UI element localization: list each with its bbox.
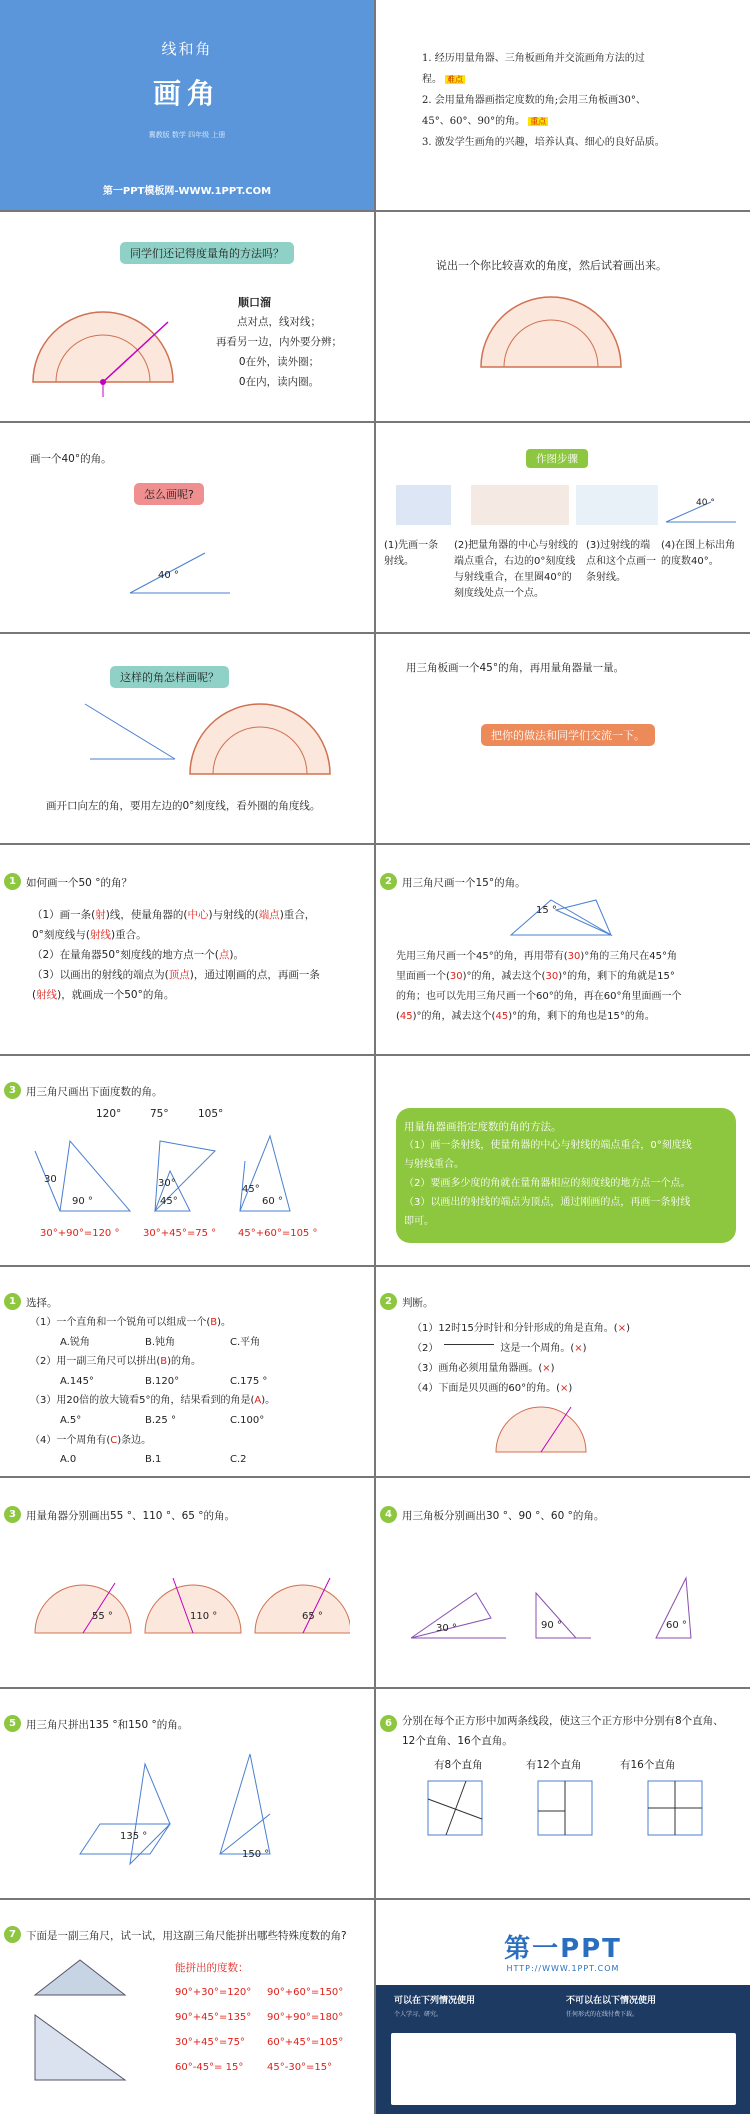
text: （2）用一副三角尺可以拼出( bbox=[30, 1356, 161, 1368]
text: （1）画一条( bbox=[32, 909, 96, 921]
choice-slide bbox=[0, 1267, 374, 1476]
square-label: 有8个直角 bbox=[434, 1759, 483, 1771]
question-number: 7 bbox=[4, 1926, 21, 1943]
triangle-set-image bbox=[25, 1955, 135, 2085]
cover-subtitle: 线和角 bbox=[161, 40, 213, 58]
question-text: 用三角尺画一个15°的角。 bbox=[402, 877, 526, 889]
text: )，就画成一个50°的角。 bbox=[57, 989, 175, 1001]
triangle-angles-slide bbox=[0, 1056, 374, 1265]
option: B.钝角 bbox=[145, 1336, 176, 1348]
angle-label: 45° bbox=[242, 1184, 260, 1195]
option: B.120° bbox=[145, 1375, 180, 1387]
degree-label: 120° bbox=[96, 1108, 122, 1120]
rhyme-line: 0在外，读外圈； bbox=[238, 356, 320, 368]
text: （2）在量角器50°刻度线的地方点一个( bbox=[32, 949, 219, 961]
answer: B bbox=[160, 1356, 168, 1368]
angle-label: 30° bbox=[158, 1178, 176, 1189]
text: 这是一个周角。( bbox=[500, 1343, 575, 1354]
method-summary-slide bbox=[376, 1056, 750, 1265]
goal-2b: 45°、60°、90°的角。 bbox=[422, 116, 526, 127]
text: )°角的三角尺在45°角 bbox=[580, 951, 678, 962]
square-label: 有12个直角 bbox=[526, 1759, 582, 1771]
draw-with-triangle-slide bbox=[376, 1478, 750, 1687]
draw-40-slide bbox=[0, 423, 374, 632]
exercise-50-slide bbox=[0, 845, 374, 1054]
square-diagrams bbox=[426, 1779, 726, 1839]
angle-label: 90 ° bbox=[541, 1620, 562, 1631]
summary-line: 与射线重合。 bbox=[404, 1159, 464, 1170]
summary-box bbox=[396, 1108, 736, 1243]
text: )。 bbox=[261, 1395, 276, 1407]
option: C.175 ° bbox=[230, 1375, 268, 1387]
text: 里面画一个( bbox=[396, 971, 450, 982]
key-tag: 重点 bbox=[530, 117, 547, 126]
combination: 60°+45°=105° bbox=[267, 2037, 344, 2048]
angle-label: 150 ° bbox=[242, 1849, 270, 1860]
combination: 30°+45°=75° bbox=[175, 2037, 245, 2048]
text: )。 bbox=[229, 949, 244, 961]
task-text: 画一个40°的角。 bbox=[30, 453, 112, 465]
cannot-use-title: 不可以在以下情况使用 bbox=[566, 1996, 657, 2006]
question-bubble: 怎么画呢? bbox=[134, 483, 204, 505]
option: A.145° bbox=[60, 1375, 94, 1387]
question-text: 选择。 bbox=[26, 1297, 58, 1309]
can-use-note: 个人学习、研究。 bbox=[394, 2011, 443, 2018]
combination: 60°-45°= 15° bbox=[175, 2062, 244, 2073]
degree-label: 105° bbox=[198, 1108, 224, 1120]
text: ( bbox=[396, 1011, 400, 1022]
step-3: (3)过射线的端点和这个点画一条射线。 bbox=[586, 540, 656, 583]
text: )，通过刚画的点，再画一条 bbox=[189, 969, 320, 981]
instruction-text: 说出一个你比较喜欢的角度，然后试着画出来。 bbox=[436, 259, 667, 272]
question-number: 4 bbox=[380, 1506, 397, 1523]
answer: × bbox=[560, 1383, 569, 1394]
answer: 30 bbox=[449, 971, 463, 982]
footer-panel bbox=[376, 1985, 750, 2114]
text: )°的角，减去这个( bbox=[412, 1011, 496, 1022]
summary-line: 即可。 bbox=[404, 1216, 434, 1227]
text: （4）一个周角有( bbox=[30, 1434, 111, 1446]
summary-title: 用量角器画指定度数的角的方法。 bbox=[404, 1121, 562, 1133]
text: ) bbox=[626, 1323, 631, 1334]
text: )条边。 bbox=[117, 1434, 152, 1446]
angle-label: 110 ° bbox=[190, 1611, 218, 1622]
protractor-diagram bbox=[491, 1402, 591, 1462]
angle-label: 90 ° bbox=[72, 1196, 93, 1207]
cover-site: 第一PPT模板网-WWW.1PPT.COM bbox=[102, 186, 272, 197]
answer: × bbox=[542, 1363, 551, 1374]
combine-angles-slide bbox=[0, 1689, 374, 1898]
step-1-image bbox=[396, 485, 451, 525]
cover-slide bbox=[0, 0, 374, 210]
question-text: 分别在每个正方形中加两条线段，使这三个正方形中分别有8个直角、 bbox=[402, 1715, 724, 1727]
question-number: 3 bbox=[4, 1506, 21, 1523]
angle-label: 135 ° bbox=[120, 1831, 148, 1842]
answer: 点 bbox=[218, 949, 230, 961]
angle-label: 30 bbox=[44, 1174, 57, 1185]
text: )°的角，剩下的角也是15°的角。 bbox=[508, 1011, 655, 1022]
summary-line: （2）要画多少度的角就在量角器相应的刻度线的地方点一个点。 bbox=[404, 1178, 691, 1189]
answer: 射线 bbox=[90, 929, 112, 941]
text: )°的角，剩下的角就是15° bbox=[558, 971, 675, 982]
rhyme-line: 点对点，线对线； bbox=[237, 316, 321, 328]
goal-1b: 程。 bbox=[422, 74, 442, 85]
text: （4）下面是贝贝画的60°的角。( bbox=[412, 1383, 560, 1394]
cover-title: 画角 bbox=[152, 77, 221, 110]
text: ) bbox=[582, 1343, 587, 1354]
step-2: (2)把量角器的中心与射线的端点重合，右边的0°刻度线与射线重合，在里圈40°的刻度线处点一个点。 bbox=[454, 540, 579, 599]
text: )重合， bbox=[279, 909, 316, 921]
angle-label: 60 ° bbox=[666, 1620, 687, 1631]
option: A.0 bbox=[60, 1454, 77, 1466]
combination: 90°+45°=135° bbox=[175, 2012, 252, 2023]
angle-label: 65 ° bbox=[302, 1611, 323, 1622]
option: B.25 ° bbox=[145, 1414, 176, 1426]
question-text: 下面是一副三角尺，试一试，用这副三角尺能拼出哪些特殊度数的角? bbox=[26, 1930, 347, 1942]
text: 0°刻度线与( bbox=[32, 929, 91, 941]
rhyme-line: 0在内，读内圈。 bbox=[238, 376, 320, 388]
step-2-image bbox=[471, 485, 569, 525]
answer: × bbox=[617, 1323, 627, 1334]
angle-label: 55 ° bbox=[92, 1611, 113, 1622]
answer: × bbox=[574, 1343, 583, 1354]
goal-3: 3. 激发学生画角的兴趣，培养认真、细心的良好品质。 bbox=[422, 137, 665, 148]
degree-label: 75° bbox=[150, 1108, 169, 1120]
question-text: 用量角器分别画出55 °、110 °、65 °的角。 bbox=[26, 1510, 236, 1522]
angle-label: 30 ° bbox=[436, 1623, 457, 1634]
discuss-bubble: 把你的做法和同学们交流一下。 bbox=[481, 724, 655, 746]
footer-slide bbox=[376, 1900, 750, 2114]
footer-logo: 第一PPT bbox=[504, 1934, 622, 1964]
answer: C bbox=[110, 1434, 118, 1446]
text: )。 bbox=[217, 1317, 232, 1328]
angle-diagram bbox=[80, 694, 180, 764]
question-text: 用三角尺拼出135 °和150 °的角。 bbox=[26, 1719, 189, 1731]
text: 的角；也可以先用三角尺画一个60°的角，再在60°角里面画一个 bbox=[396, 991, 682, 1002]
text: )线，使量角器的( bbox=[105, 909, 188, 921]
combination: 90°+60°=150° bbox=[267, 1987, 344, 1998]
answer: 顶点 bbox=[168, 969, 190, 981]
question-text: 用三角板分别画出30 °、90 °、60 °的角。 bbox=[402, 1510, 605, 1522]
can-use-title: 可以在下列情况使用 bbox=[394, 1996, 476, 2006]
summary-line: （3）以画出的射线的端点为顶点，通过刚画的点，再画一条射线 bbox=[404, 1197, 691, 1208]
text: )的角。 bbox=[167, 1356, 202, 1368]
equation: 30°+90°=120 ° bbox=[40, 1228, 120, 1239]
question-number: 2 bbox=[380, 873, 397, 890]
step-4: (4)在图上标出角的度数40°。 bbox=[661, 540, 736, 567]
angle-label: 40 ° bbox=[696, 498, 715, 508]
text: （1）12时15分时针和分针形成的角是直角。( bbox=[412, 1323, 618, 1334]
answer: 45 bbox=[399, 1011, 413, 1022]
option: C.100° bbox=[230, 1414, 265, 1426]
option: C.2 bbox=[230, 1454, 247, 1466]
left-open-angle-slide bbox=[0, 634, 374, 843]
protractor-diagram bbox=[185, 694, 335, 789]
question-bubble: 这样的角怎样画呢？ bbox=[110, 666, 229, 688]
text: )重合。 bbox=[111, 929, 147, 941]
rhyme-title: 顺口溜 bbox=[238, 296, 271, 309]
triangle-diagram bbox=[506, 895, 616, 940]
protractor-diagrams bbox=[30, 1568, 350, 1638]
question-number: 2 bbox=[380, 1293, 397, 1310]
question-number: 5 bbox=[4, 1715, 21, 1732]
steps-slide bbox=[376, 423, 750, 632]
triangle-diagrams bbox=[70, 1744, 330, 1874]
cover-meta: 冀教版 数学 四年级 上册 bbox=[148, 131, 226, 139]
difficulty-tag: 难点 bbox=[447, 75, 463, 84]
angle-label: 40 ° bbox=[158, 570, 179, 581]
angle-diagram bbox=[125, 548, 235, 598]
square-label: 有16个直角 bbox=[620, 1759, 676, 1771]
equation: 30°+45°=75 ° bbox=[143, 1228, 217, 1239]
sub-title: 能拼出的度数： bbox=[175, 1962, 249, 1974]
summary-line: （1）画一条射线，使量角器的中心与射线的端点重合，0°刻度线 bbox=[404, 1140, 692, 1151]
draw-45-slide bbox=[376, 634, 750, 843]
option: B.1 bbox=[145, 1454, 162, 1466]
draw-with-protractor-slide bbox=[0, 1478, 374, 1687]
answer: 中心 bbox=[187, 909, 209, 921]
step-3-image bbox=[576, 485, 658, 525]
step-1: (1)先画一条射线。 bbox=[384, 540, 439, 567]
option: C.平角 bbox=[230, 1336, 261, 1348]
question-number: 3 bbox=[4, 1082, 21, 1099]
steps-header: 作图步骤 bbox=[526, 449, 588, 468]
text: （2） bbox=[412, 1343, 439, 1354]
question-text: 如何画一个50 °的角？ bbox=[26, 877, 132, 889]
question-number: 1 bbox=[4, 873, 21, 890]
rhyme-line: 再看另一边，内外要分辨； bbox=[216, 336, 342, 348]
question-number: 6 bbox=[380, 1715, 397, 1732]
judge-slide bbox=[376, 1267, 750, 1476]
text: )°的角，减去这个( bbox=[462, 971, 546, 982]
answer: A bbox=[254, 1395, 262, 1407]
angle-label: 60 ° bbox=[262, 1196, 283, 1207]
equation: 45°+60°=105 ° bbox=[238, 1228, 318, 1239]
explanation-text: 画开口向左的角，要用左边的0°刻度线，看外圈的角度线。 bbox=[46, 800, 321, 812]
option: A.5° bbox=[60, 1414, 82, 1426]
protractor-diagram bbox=[476, 287, 626, 377]
text: （3）用20倍的放大镜看5°的角，结果看到的角是( bbox=[30, 1395, 255, 1407]
combination: 45°-30°=15° bbox=[267, 2062, 333, 2073]
choose-angle-slide bbox=[376, 212, 750, 421]
triangle-set-slide bbox=[0, 1900, 374, 2114]
angle-label: 15 ° bbox=[536, 905, 557, 916]
answer: B bbox=[210, 1317, 218, 1328]
protractor-diagram bbox=[28, 302, 178, 397]
goals-slide bbox=[376, 0, 750, 210]
question-bubble: 同学们还记得度量角的方法吗？ bbox=[120, 242, 294, 264]
question-text: 用三角尺画出下面度数的角。 bbox=[26, 1086, 163, 1098]
answer: 端点 bbox=[258, 909, 280, 921]
text: （3）画角必须用量角器画。( bbox=[412, 1363, 543, 1374]
cannot-use-note: 任何形式的在线付费下载。 bbox=[566, 2011, 639, 2018]
question-text: 判断。 bbox=[402, 1297, 434, 1309]
goal-2: 2. 会用量角器画指定度数的角;会用三角板画30°、 bbox=[422, 95, 646, 106]
goal-1: 1. 经历用量角器、三角板画角并交流画角方法的过 bbox=[422, 53, 645, 64]
combination: 90°+90°=180° bbox=[267, 2012, 344, 2023]
link-list bbox=[391, 2033, 736, 2105]
text: （3）以画出的射线的端点为( bbox=[32, 969, 169, 981]
question-number: 1 bbox=[4, 1293, 21, 1310]
answer: 30 bbox=[567, 951, 581, 962]
text: ) bbox=[568, 1383, 573, 1394]
text: （1）一个直角和一个锐角可以组成一个( bbox=[30, 1317, 211, 1328]
option: A.锐角 bbox=[60, 1336, 90, 1348]
text: )与射线的( bbox=[208, 909, 259, 921]
task-text: 用三角板画一个45°的角，再用量角器量一量。 bbox=[406, 662, 625, 674]
square-right-angles-slide bbox=[376, 1689, 750, 1898]
text: ( bbox=[32, 989, 37, 1001]
text: ) bbox=[550, 1363, 555, 1374]
answer: 射线 bbox=[36, 989, 58, 1001]
answer: 射 bbox=[95, 909, 106, 921]
question-text: 12个直角、16个直角。 bbox=[402, 1735, 513, 1747]
angle-label: 45° bbox=[160, 1196, 178, 1207]
footer-url: HTTP://WWW.1PPT.COM bbox=[506, 1964, 620, 1973]
text: 先用三角尺画一个45°的角，再用带有( bbox=[396, 951, 568, 962]
answer: 30 bbox=[545, 971, 559, 982]
measure-review-slide bbox=[0, 212, 374, 421]
answer: 45 bbox=[495, 1011, 509, 1022]
combination: 90°+30°=120° bbox=[175, 1987, 252, 1998]
exercise-15-slide bbox=[376, 845, 750, 1054]
